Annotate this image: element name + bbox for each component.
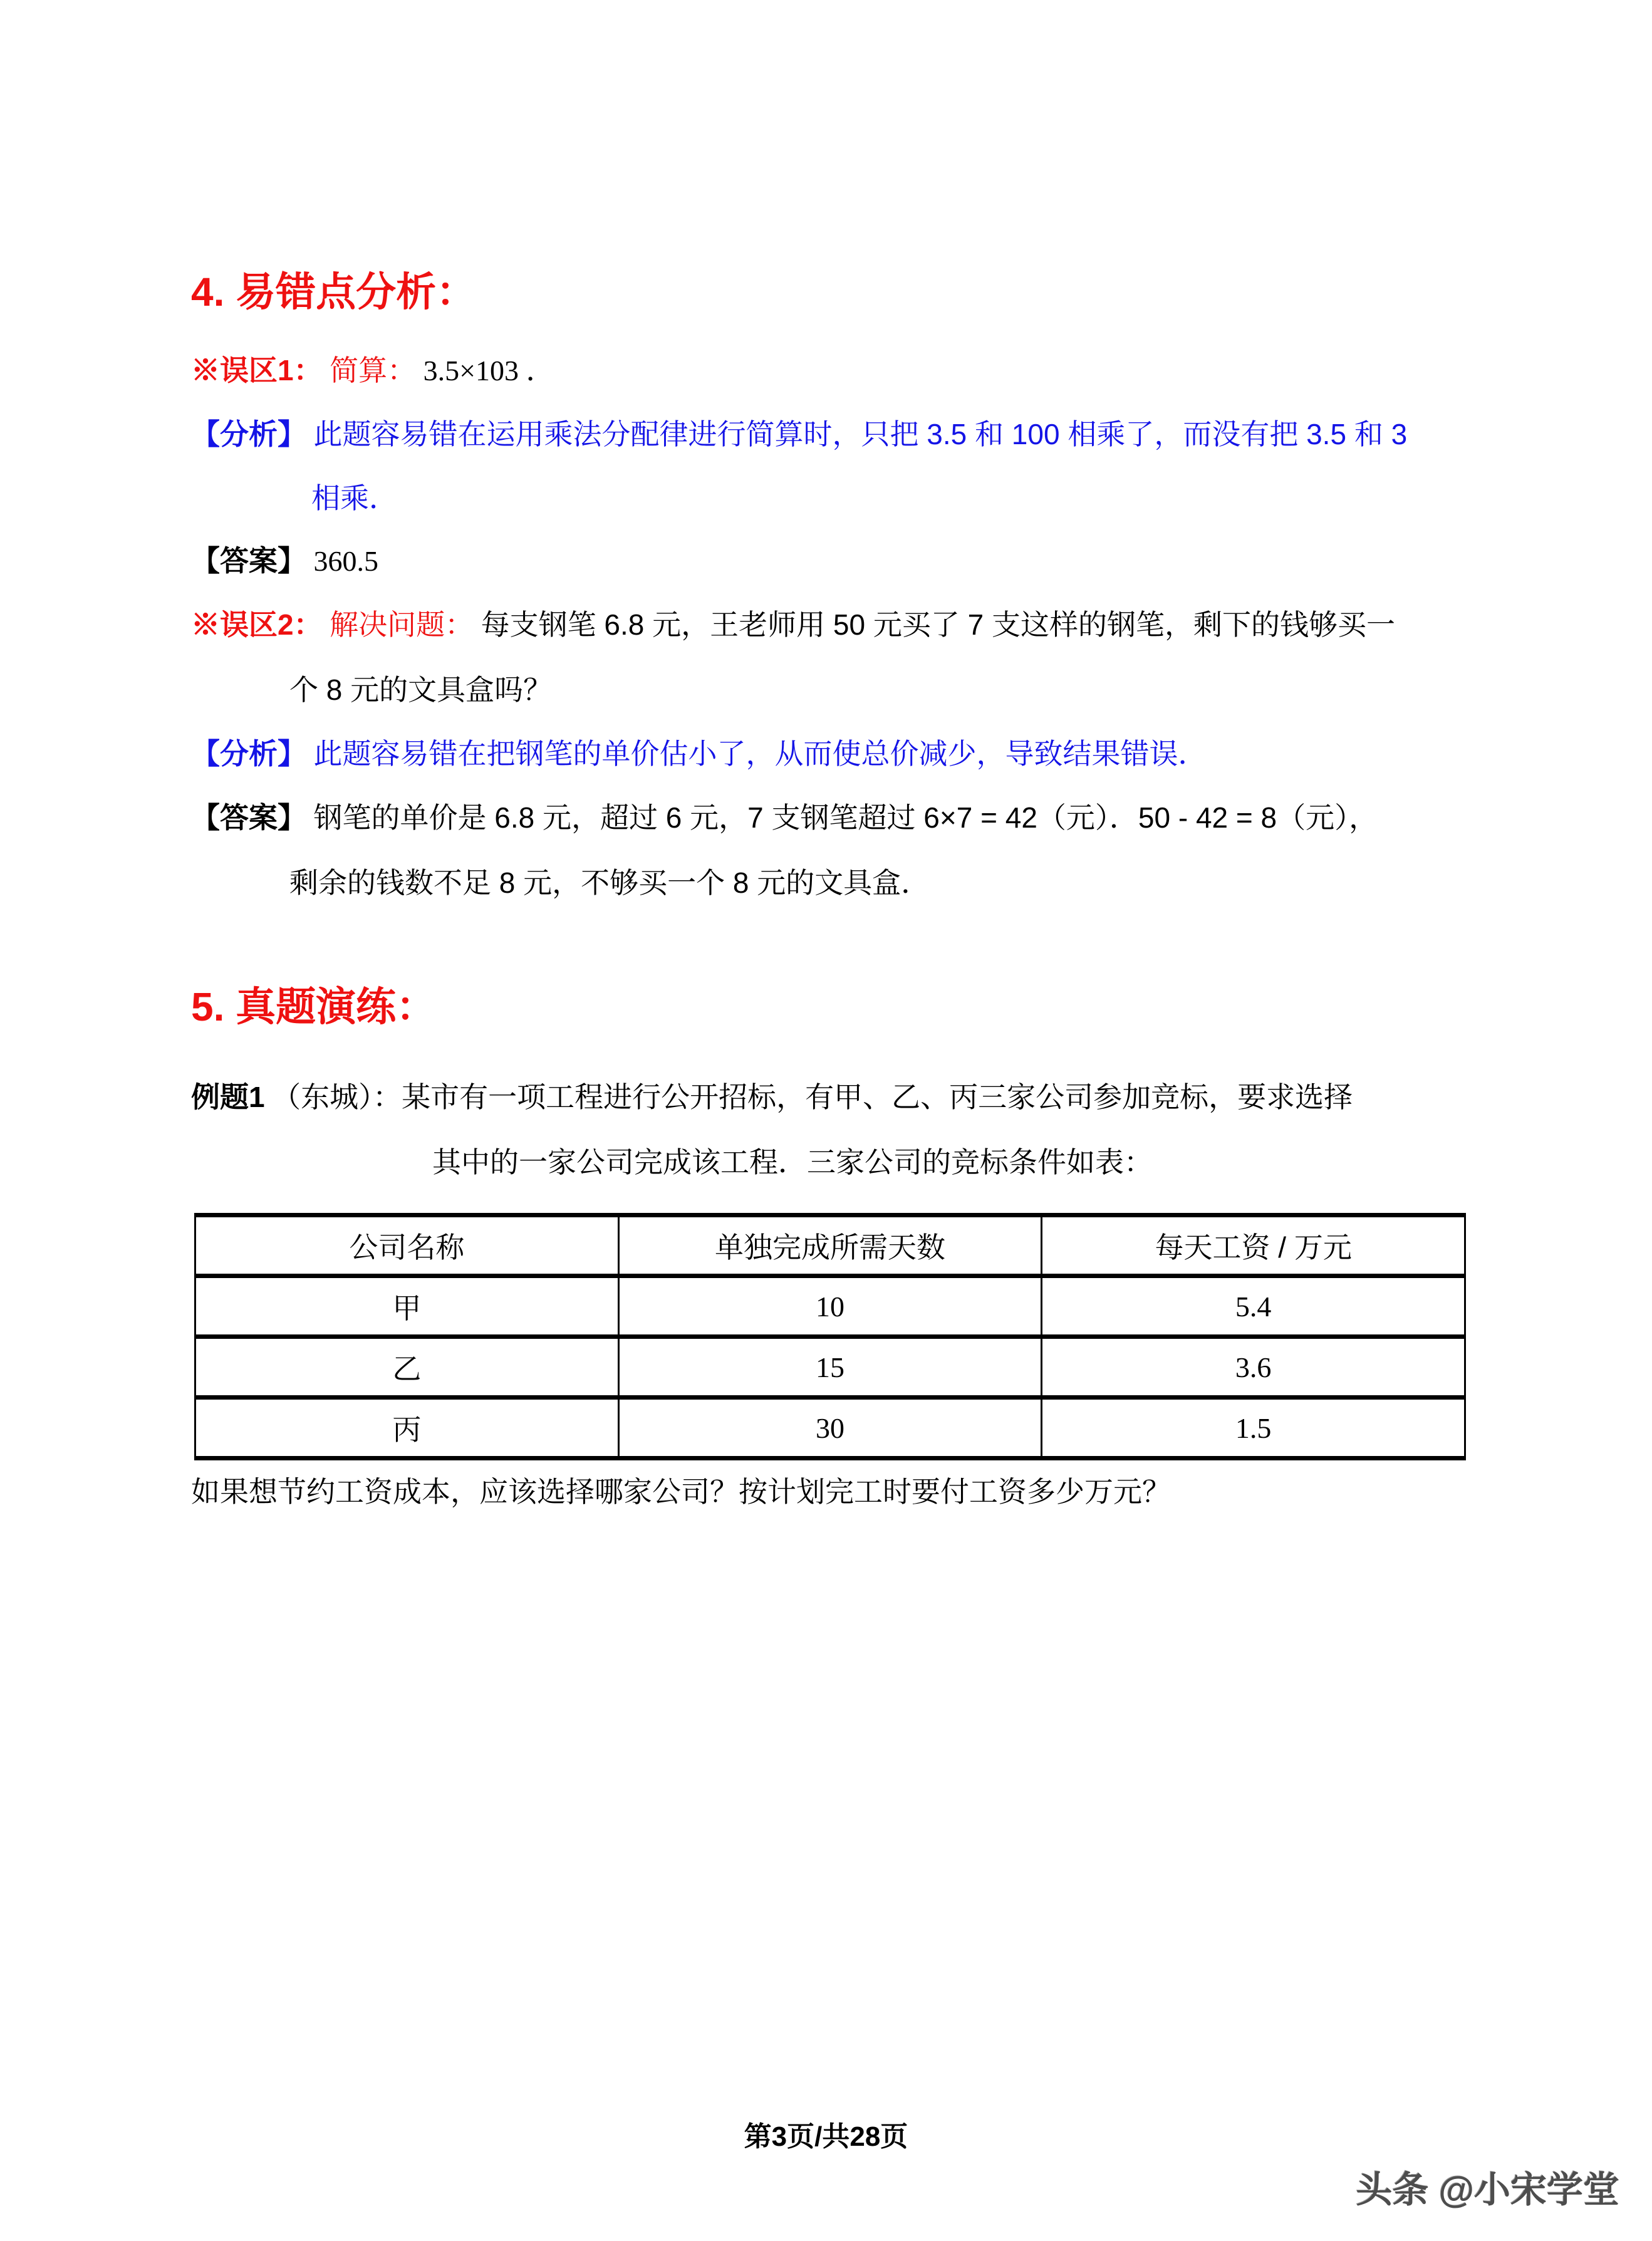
table-header-row: [195, 1215, 1465, 1276]
misconception2-text2: 个 8 元的文具盒吗？: [289, 673, 553, 706]
cell-wage: 5.4: [1042, 1276, 1465, 1337]
cell-days: 15: [618, 1337, 1042, 1398]
analysis2-text: 此题容易错在把钢笔的单价估小了，从而使总价减少，导致结果错误．: [313, 737, 1207, 770]
misconception2-text1: 每支钢笔 6.8 元，王老师用 50 元买了 7 支这样的钢笔，剩下的钱够买一: [481, 608, 1395, 641]
analysis1-line2: [311, 480, 398, 517]
col-header-days: 单独完成所需天数: [618, 1215, 1042, 1276]
answer2-text1: 钢笔的单价是 6.8 元，超过 6 元，7 支钢笔超过 6×7 = 42（元）．50 - 42 = 8（元），: [313, 801, 1378, 834]
section5-title: 5. 真题演练：: [191, 984, 437, 1029]
table-row: [195, 1337, 1465, 1398]
analysis2-line: [191, 736, 1207, 773]
cell-wage: 1.5: [1042, 1398, 1465, 1458]
example1-text1: （东城）：某市有一项工程进行公开招标，有甲、乙、丙三家公司参加竞标，要求选择: [272, 1081, 1353, 1113]
analysis1-text2: 相乘．: [311, 482, 398, 514]
example1-text2: 其中的一家公司完成该工程．三家公司的竞标条件如表：: [432, 1146, 1153, 1178]
misconception2-label: ※误区2：: [191, 608, 323, 641]
bidding-table: [194, 1213, 1466, 1460]
misconception1-label: ※误区1：: [191, 354, 323, 387]
example1-label: 例题1: [191, 1081, 265, 1113]
misconception2-sublabel: 解决问题：: [330, 608, 474, 641]
col-header-company: 公司名称: [195, 1215, 619, 1276]
misconception1-line: [191, 352, 555, 390]
misconception2-line1: [191, 606, 1395, 644]
answer1-value: 360.5: [313, 545, 378, 577]
example1-question: 如果想节约工资成本，应该选择哪家公司？按计划完工时要付工资多少万元？: [191, 1475, 1171, 1508]
answer2-line2: [289, 865, 930, 902]
cell-company: 乙: [195, 1337, 619, 1398]
cell-company: 丙: [195, 1398, 619, 1458]
analysis1-text1: 此题容易错在运用乘法分配律进行简算时，只把 3.5 和 100 相乘了，而没有把 3.5 和 3: [313, 418, 1408, 450]
misconception1-expression: 3.5×103 ．: [423, 355, 555, 387]
example1-line1: [191, 1079, 1353, 1116]
analysis1-line1: [191, 416, 1407, 454]
cell-days: 30: [618, 1398, 1042, 1458]
table-row: [195, 1276, 1465, 1337]
misconception1-sublabel: 简算：: [330, 354, 417, 387]
table-row: [195, 1398, 1465, 1458]
analysis2-label: 【分析】: [191, 737, 306, 770]
answer1-label: 【答案】: [191, 544, 306, 577]
section4-title: 4. 易错点分析：: [191, 269, 477, 315]
analysis1-label: 【分析】: [191, 418, 306, 450]
answer2-label: 【答案】: [191, 801, 306, 834]
answer2-line1: [191, 799, 1378, 837]
col-header-wage: 每天工资 / 万元: [1042, 1215, 1465, 1276]
answer1-line: [191, 543, 378, 580]
example1-line2: [432, 1144, 1153, 1182]
cell-days: 10: [618, 1276, 1042, 1337]
toutiao-watermark: 头条 @小宋学堂: [1356, 2170, 1619, 2210]
cell-wage: 3.6: [1042, 1337, 1465, 1398]
misconception2-line2: [289, 672, 552, 709]
page-number-indicator: 第3页/共28页: [744, 2121, 908, 2152]
answer2-text2: 剩余的钱数不足 8 元，不够买一个 8 元的文具盒．: [289, 866, 930, 899]
cell-company: 甲: [195, 1276, 619, 1337]
